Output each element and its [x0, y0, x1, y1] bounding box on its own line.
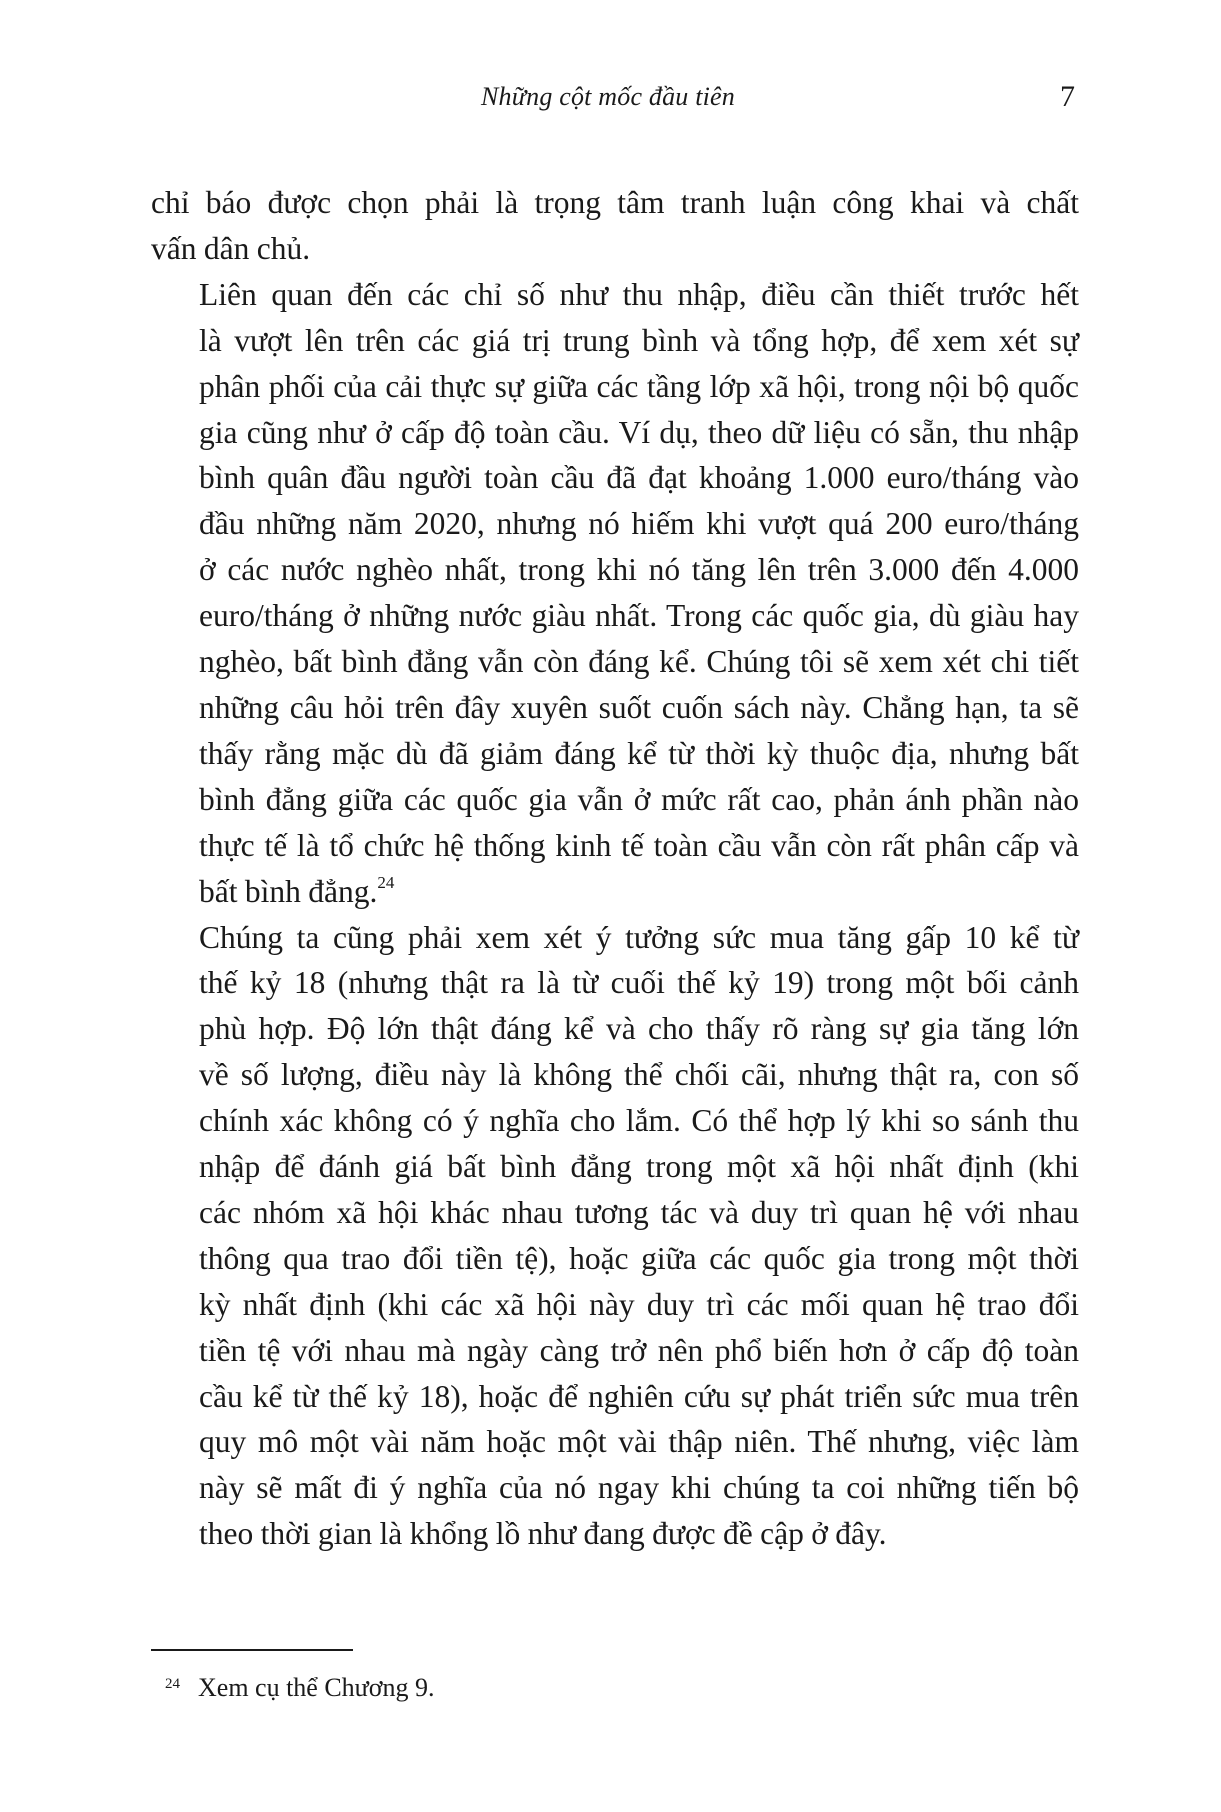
footnote-number: 24 [165, 1676, 180, 1692]
text-line-with-footnote [151, 869, 1079, 915]
text-line: cầu kể từ thế kỷ 18), hoặc để nghiên cứu sự phát triển sức mua trên [199, 1378, 1079, 1414]
text-line: phù hợp. Độ lớn thật đáng kể và cho thấy rõ ràng sự gia tăng lớn [199, 1011, 1079, 1047]
text-line: các nhóm xã hội khác nhau tương tác và duy trì quan hệ với nhau [199, 1194, 1079, 1230]
text-line: Liên quan đến các chỉ số như thu nhập, điều cần thiết trước hết [199, 276, 1079, 312]
text-line: những câu hỏi trên đây xuyên suốt cuốn sách này. Chẳng hạn, ta sẽ [199, 689, 1079, 725]
footnote-text: Xem cụ thể Chương 9. [198, 1673, 435, 1702]
text-line: là vượt lên trên các giá trị trung bình và tổng hợp, để xem xét sự [199, 322, 1079, 358]
text-line: chính xác không có ý nghĩa cho lắm. Có thể hợp lý khi so sánh thu [199, 1103, 1079, 1139]
running-title: Những cột mốc đầu tiên [481, 82, 735, 111]
text-line: quy mô một vài năm hoặc một vài thập niên. Thế nhưng, việc làm [199, 1424, 1079, 1460]
paragraph [151, 180, 1079, 272]
text-line: tiền tệ với nhau mà ngày càng trở nên phổ biến hơn ở cấp độ toàn [199, 1332, 1079, 1368]
running-header [151, 82, 1079, 122]
text-line: bình đẳng giữa các quốc gia vẫn ở mức rất cao, phản ánh phần nào [199, 781, 1079, 817]
text-line: theo thời gian là khổng lồ như đang được đề cập ở đây. [199, 1516, 887, 1552]
text-line: thực tế là tổ chức hệ thống kinh tế toàn cầu vẫn còn rất phân cấp và [199, 827, 1079, 863]
text-line: chỉ báo được chọn phải là trọng tâm tranh luận công khai và chất [151, 185, 1079, 220]
text-line: bất bình đẳng. [199, 873, 378, 909]
text-line: bình quân đầu người toàn cầu đã đạt khoảng 1.000 euro/tháng vào [199, 460, 1079, 496]
text-line: về số lượng, điều này là không thể chối cãi, nhưng thật ra, con số [199, 1057, 1079, 1093]
text-line: ở các nước nghèo nhất, trong khi nó tăng lên trên 3.000 đến 4.000 [199, 552, 1079, 588]
text-line: này sẽ mất đi ý nghĩa của nó ngay khi chúng ta coi những tiến bộ [199, 1470, 1079, 1506]
text-line: nhập để đánh giá bất bình đẳng trong một xã hội nhất định (khi [199, 1149, 1079, 1185]
text-line: vấn dân chủ. [151, 230, 311, 266]
paragraph [151, 915, 1079, 1558]
text-line: thông qua trao đổi tiền tệ), hoặc giữa các quốc gia trong một thời [199, 1240, 1079, 1276]
text-line: nghèo, bất bình đẳng vẫn còn đáng kể. Chúng tôi sẽ xem xét chi tiết [199, 644, 1079, 680]
text-line: euro/tháng ở những nước giàu nhất. Trong các quốc gia, dù giàu hay [199, 598, 1079, 634]
text-line: phân phối của cải thực sự giữa các tầng lớp xã hội, trong nội bộ quốc [199, 368, 1079, 404]
paragraph [151, 272, 1079, 915]
body-text [151, 180, 1079, 1557]
page-number: 7 [1060, 80, 1075, 113]
footnote-reference[interactable]: 24 [377, 872, 395, 892]
text-line: thấy rằng mặc dù đã giảm đáng kể từ thời kỳ thuộc địa, nhưng bất [199, 735, 1079, 771]
text-line: đầu những năm 2020, nhưng nó hiếm khi vượt quá 200 euro/tháng [199, 506, 1079, 542]
text-line: Chúng ta cũng phải xem xét ý tưởng sức mua tăng gấp 10 kể từ [199, 919, 1079, 955]
text-line: kỳ nhất định (khi các xã hội này duy trì các mối quan hệ trao đổi [199, 1286, 1079, 1322]
text-line: thế kỷ 18 (nhưng thật ra là từ cuối thế kỷ 19) trong một bối cảnh [199, 965, 1079, 1001]
text-line: gia cũng như ở cấp độ toàn cầu. Ví dụ, theo dữ liệu có sẵn, thu nhập [199, 414, 1079, 450]
footnote-divider [151, 1649, 353, 1651]
